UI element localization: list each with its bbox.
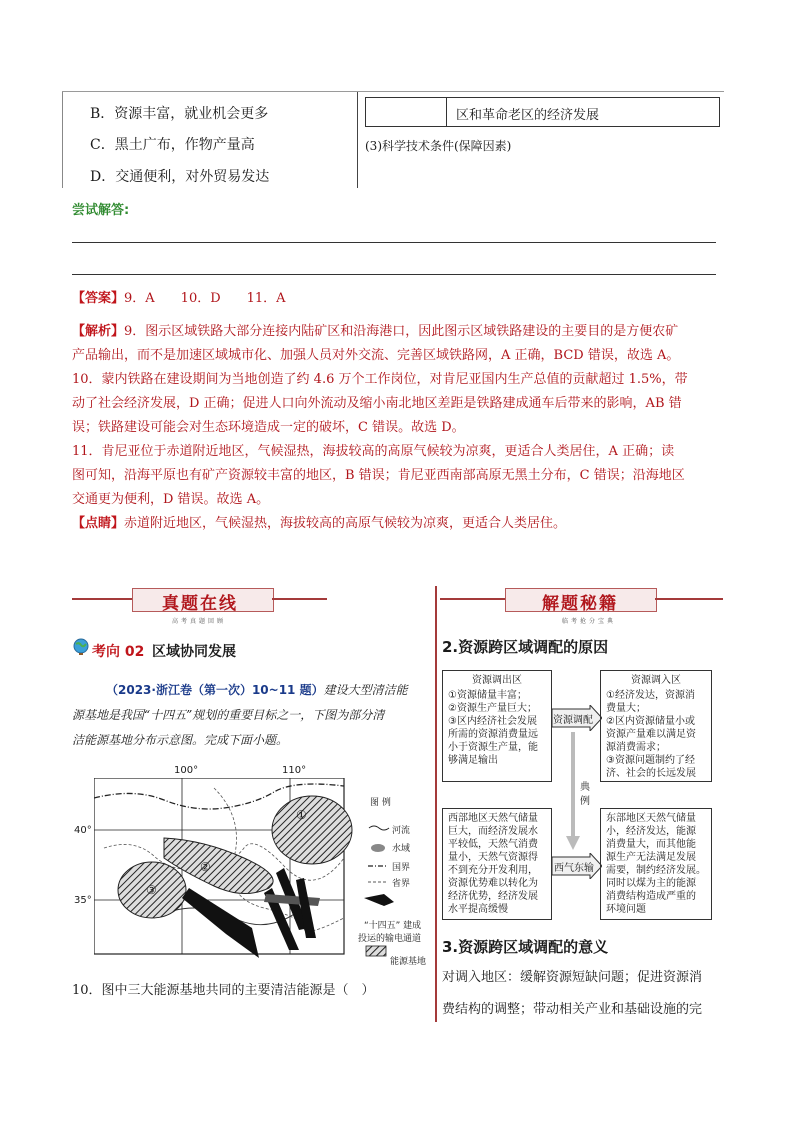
top-rule (62, 91, 724, 92)
example-down-arrow (566, 732, 580, 852)
section-tag: 考向 02 (92, 644, 145, 660)
box-east-line7: 消费结构造成严重的 (606, 891, 696, 902)
option-c: C．黑土广布，作物产量高 (90, 137, 255, 153)
box-in-line2: 费量大； (606, 703, 646, 714)
question-intro-line3: 洁能源基地分布示意图。完成下面小题。 (72, 733, 289, 747)
table-cell-text: 区和革命老区的经济发展 (456, 108, 600, 123)
analysis-10-line1: 10．蒙内铁路在建设期间为当地创造了约 4.6 万个工作岗位，对肯尼亚国内生产总值的贡献超过 1.5%，带 (72, 372, 688, 387)
legend-province: 省界 (392, 879, 411, 889)
right-banner-line-a (440, 598, 505, 600)
answer-text: 9．A 10．D 11．A (124, 291, 286, 306)
box-in-line6: ③资源问题制约了经 (606, 755, 695, 766)
legend-title: 图 例 (370, 798, 391, 808)
box-out-line5: 小于资源生产量，能 (448, 742, 538, 753)
analysis-paragraph (72, 320, 722, 536)
box-out-line1: ①资源储量丰富； (448, 690, 527, 701)
box-east-line1: 东部地区天然气储量 (606, 813, 696, 824)
box-east-line2: 小，经济发达，能源 (606, 826, 696, 837)
right-heading-2: 2.资源跨区域调配的原因 (442, 638, 609, 656)
box-east (600, 808, 712, 920)
box-out-line3: ③区内经济社会发展 (448, 716, 537, 727)
box-resource-out (442, 670, 552, 782)
box-in-line4: 资源产量难以满足资 (606, 729, 696, 740)
box-east-line6: 同时以煤为主的能源 (606, 878, 696, 889)
tip-label: 【点睛】 (72, 516, 125, 531)
legend-channel-1: “十四五” 建成 (364, 921, 422, 931)
question-10: 10．图中三大能源基地共同的主要清洁能源是（ ） (72, 983, 375, 998)
question-intro-line1 (72, 678, 427, 703)
box-east-line8: 环境问题 (606, 904, 646, 915)
significance-line1: 对调入地区：缓解资源短缺问题；促进资源消 (442, 970, 703, 985)
column-divider (435, 586, 437, 1022)
base-2-label: ② (200, 860, 211, 874)
box-out-line2: ②资源生产量巨大； (448, 703, 537, 714)
analysis-9-line2: 产品输出，而不是加速区域城市化、加强人员对外交流、完善区域铁路网，A 正确，BCD 错误，故选 A。 (72, 348, 680, 363)
box-resource-in (600, 670, 712, 782)
left-banner-line-b (272, 598, 327, 600)
right-banner-subtitle: 临考抢分宝典 (562, 618, 617, 625)
box-in-line1: ①经济发达，资源消 (606, 690, 695, 701)
example-label-2: 例 (580, 796, 590, 807)
right-banner-title: 解题秘籍 (542, 594, 618, 614)
map-lat-35: 35° (74, 895, 92, 906)
box-out-line6: 够满足输出 (448, 755, 498, 766)
analysis-10-line3: 误；铁路建设可能会对生态环境造成一定的破坏，C 错误。故选 D。 (72, 420, 465, 435)
map-lon-110: 110° (282, 765, 307, 776)
left-banner-subtitle: 高考真题回顾 (172, 618, 227, 625)
box-east-line4: 源生产无法满足发展 (606, 852, 696, 863)
box-in-line3: ②区内资源储量小或 (606, 716, 695, 727)
legend-base: 能源基地 (390, 957, 427, 967)
question-intro-text1: 建设大型清洁能 (323, 683, 408, 697)
answer-line-2[interactable] (72, 274, 716, 275)
analysis-10-line2: 动了社会经济发展，D 正确；促进人口向外流动及缩小南北地区差距是铁路建成通车后带来的影响，AB 错 (72, 396, 682, 411)
legend-border: 国界 (392, 863, 411, 873)
top-right-table-row (365, 97, 720, 127)
box-in-title: 资源调入区 (631, 675, 681, 686)
energy-base-1 (272, 796, 352, 864)
box-in-line7: 济、社会的长远发展 (606, 768, 696, 779)
globe-icon (72, 638, 90, 656)
box-east-line3: 消费量大，而其他能 (606, 839, 696, 850)
top-column-divider (357, 92, 358, 188)
box-out-title: 资源调出区 (472, 675, 522, 686)
gas-transfer-label: 西气东输 (554, 863, 594, 874)
answer-line-1[interactable] (72, 242, 716, 243)
box-out-line4: 所需的资源消费量远 (448, 729, 538, 740)
table-cell-divider (446, 98, 447, 126)
box-west-line2: 巨大，而经济发展水 (448, 826, 538, 837)
box-east-line5: 需要，制约经济发展。 (606, 865, 706, 876)
top-left-margin (62, 92, 63, 188)
box-west-line5: 不到充分开发利用， (448, 865, 538, 876)
analysis-line (72, 320, 722, 344)
analysis-label: 【解析】 (72, 324, 125, 339)
option-d: D．交通便利，对外贸易发达 (90, 169, 270, 185)
allocation-arrow-label: 资源调配 (553, 715, 593, 726)
answer-label: 【答案】 (72, 291, 125, 306)
map-lon-100: 100° (174, 765, 199, 776)
base-3-label: ③ (146, 883, 157, 897)
question-source: （2023·浙江卷（第一次）10~11 题） (106, 683, 324, 697)
attempt-label: 尝试解答: (72, 203, 130, 218)
legend-water: 水域 (392, 844, 411, 854)
analysis-11-line2: 图可知，沿海平原也有矿产资源较丰富的地区，B 错误；肯尼亚西南部高原无黑土分布，C 错误；沿海地区 (72, 468, 685, 483)
legend-channel-2: 投运的输电通道 (358, 934, 422, 944)
section-title: 区域协同发展 (152, 644, 236, 660)
box-west-line4: 量小，天然气资源得 (448, 852, 538, 863)
question-intro (72, 678, 427, 753)
analysis-11-line1: 11．肯尼亚位于赤道附近地区，气候湿热，海拔较高的高原气候较为凉爽，更适合人类居住，A 正确；读 (72, 444, 675, 459)
right-banner-line-b (655, 598, 723, 600)
left-banner-line-a (72, 598, 132, 600)
box-west-line8: 水平提高缓慢 (448, 904, 508, 915)
left-banner-title: 真题在线 (162, 594, 238, 614)
box-west (442, 808, 552, 920)
right-heading-3: 3.资源跨区域调配的意义 (442, 938, 609, 956)
box-west-line7: 经济优势，经济发展 (448, 891, 538, 902)
base-1-label: ① (296, 808, 307, 822)
analysis-11-line3: 交通更为便利，D 错误。故选 A。 (72, 492, 270, 507)
energy-base-map (72, 765, 432, 970)
analysis-9-line1: 9．图示区域铁路大部分连接内陆矿区和沿海港口，因此图示区域铁路建设的主要目的是方便农矿 (124, 324, 679, 339)
box-west-line3: 平较低，天然气消费 (448, 839, 538, 850)
answer-paragraph (72, 287, 722, 311)
significance-line2: 费结构的调整；带动相关产业和基础设施的完 (442, 1002, 703, 1017)
box-west-line6: 资源优势难以转化为 (448, 878, 538, 889)
map-lat-40: 40° (74, 825, 92, 836)
example-label-1: 典 (580, 782, 590, 793)
tip-text: 赤道附近地区，气候湿热，海拔较高的高原气候较为凉爽，更适合人类居住。 (124, 516, 567, 531)
tip-line (72, 512, 722, 536)
box-west-line1: 西部地区天然气储量 (448, 813, 538, 824)
box-in-line5: 源消费需求； (606, 742, 666, 753)
question-intro-line2: 源基地是我国“十四五”规划的重要目标之一，下图为部分清 (72, 708, 385, 722)
legend-river: 河流 (392, 826, 411, 836)
option-b: B．资源丰富，就业机会更多 (90, 106, 269, 122)
tech-condition: (3)科学技术条件(保障因素) (365, 139, 512, 153)
